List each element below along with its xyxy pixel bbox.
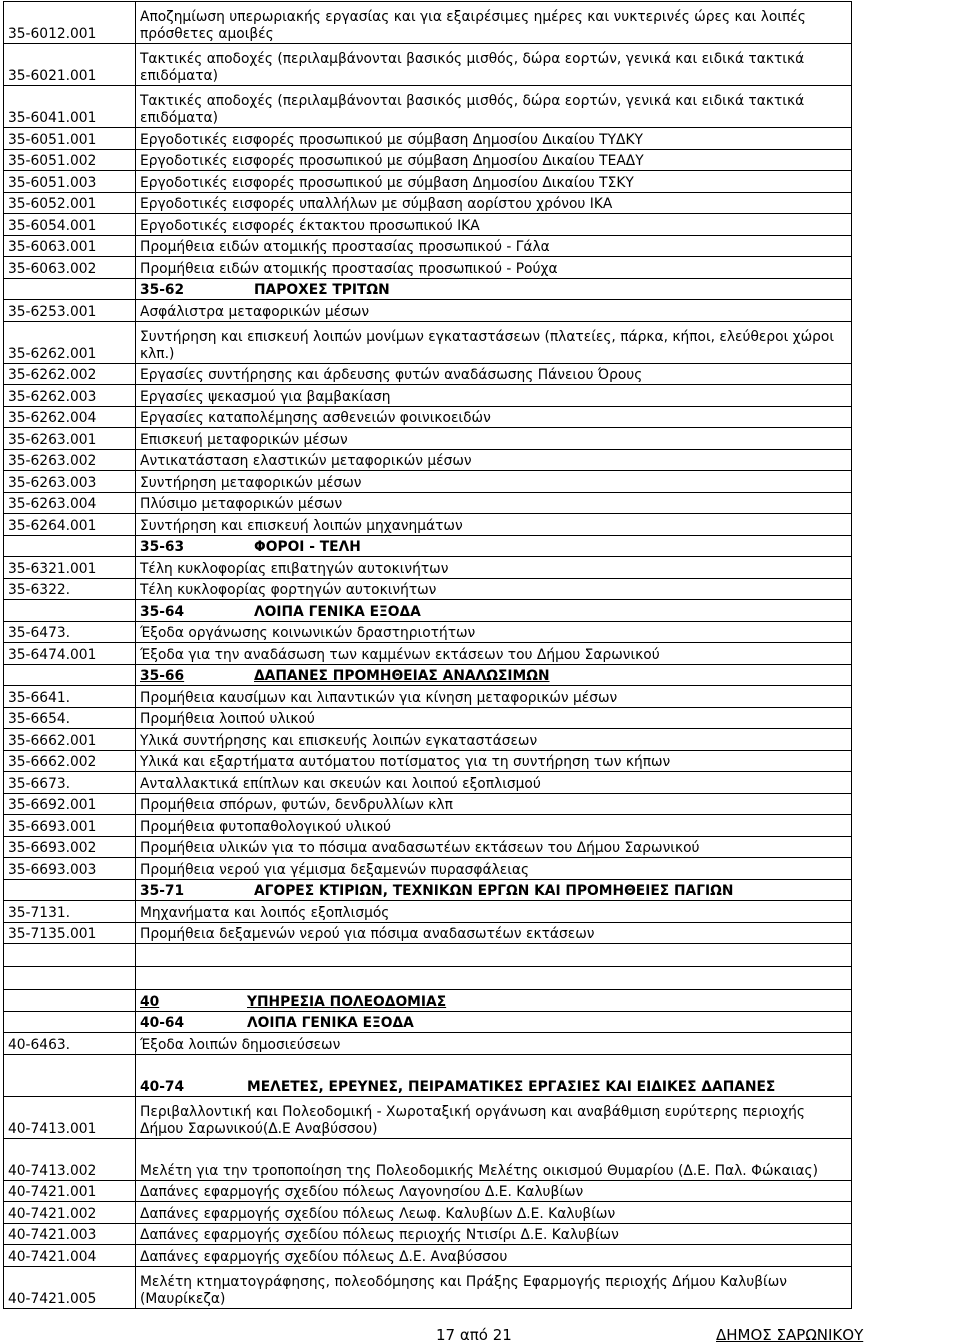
account-description: Συντήρηση και επισκευή λοιπών μηχανημάτων (136, 514, 852, 536)
account-description: Δαπάνες εφαρμογής σχεδίου πόλεως περιοχής Ντισίρι Δ.Ε. Καλυβίων (136, 1223, 852, 1245)
table-row (4, 557, 852, 579)
account-description: Τακτικές αποδοχές (περιλαμβάνονται βασικός μισθός, δώρα εορτών, γενικά και ειδικά τακτικά επιδόματα) (136, 86, 852, 128)
section-title: ΛΟΙΠΑ ΓΕΝΙΚΑ ΕΞΟΔΑ (254, 603, 421, 620)
page-number: 17 από 21 (436, 1326, 512, 1344)
account-description: Μελέτη για την τροποποίηση της Πολεοδομικής Μελέτης οικισμού Θυμαρίου (Δ.Ε. Παλ. Φώκαιας) (136, 1138, 852, 1180)
account-description: Προμήθεια καυσίμων και λιπαντικών για κίνηση μεταφορικών μέσων (136, 686, 852, 708)
section-header (136, 1054, 852, 1096)
table-row (4, 858, 852, 880)
empty-cell (4, 967, 136, 990)
account-code: 40-7421.001 (4, 1180, 136, 1202)
table-row (4, 214, 852, 236)
account-code: 35-6693.002 (4, 836, 136, 858)
section-number: 35-71 (140, 883, 185, 899)
section-title: ΛΟΙΠΑ ΓΕΝΙΚΑ ΕΞΟΔΑ (247, 1015, 414, 1031)
account-description: Εργοδοτικές εισφορές προσωπικού με σύμβαση Δημοσίου Δικαίου ΤΥΔΚΥ (136, 128, 852, 150)
account-code: 35-6473. (4, 621, 136, 643)
table-row (4, 793, 852, 815)
account-description: Προμήθεια φυτοπαθολογικού υλικού (136, 815, 852, 837)
empty-cell (4, 990, 136, 1012)
account-code: 35-6262.004 (4, 406, 136, 428)
account-description: Έξοδα λοιπών δημοσιεύσεων (136, 1033, 852, 1055)
section-header-row (4, 278, 852, 300)
table-row (4, 901, 852, 923)
account-description: Συντήρηση και επισκευή λοιπών μονίμων εγκαταστάσεων (πλατείες, πάρκα, κήποι, ελεύθεροι χώροι κλπ.) (136, 321, 852, 363)
budget-table (3, 1, 852, 1309)
blank-row (4, 967, 852, 990)
table-row (4, 772, 852, 794)
account-description: Εργασίες ψεκασμού για βαμβακίαση (136, 385, 852, 407)
section-header (136, 664, 852, 686)
table-row (4, 321, 852, 363)
account-description: Επισκευή μεταφορικών μέσων (136, 428, 852, 450)
empty-cell (4, 664, 136, 686)
table-row (4, 514, 852, 536)
section-header-row (4, 1011, 852, 1033)
table-row (4, 815, 852, 837)
section-header (136, 600, 852, 622)
account-description: Προμήθεια ειδών ατομικής προστασίας προσωπικού - Ρούχα (136, 257, 852, 279)
section-number: 40 (140, 993, 160, 1010)
account-code: 35-6263.002 (4, 449, 136, 471)
table-row (4, 621, 852, 643)
account-description: Εργοδοτικές εισφορές προσωπικού με σύμβαση Δημοσίου Δικαίου ΤΕΑΔΥ (136, 149, 852, 171)
account-code: 35-6264.001 (4, 514, 136, 536)
account-code: 35-6322. (4, 578, 136, 600)
section-header (136, 278, 852, 300)
account-description: Προμήθεια νερού για γέμισμα δεξαμενών πυρασφάλειας (136, 858, 852, 880)
account-description: Εργοδοτικές εισφορές έκτακτου προσωπικού ΙΚΑ (136, 214, 852, 236)
table-row (4, 643, 852, 665)
account-description: Εργασίες καταπολέμησης ασθενειών φοινικοειδών (136, 406, 852, 428)
empty-cell (4, 879, 136, 901)
section-header (136, 1011, 852, 1033)
account-description: Τέλη κυκλοφορίας επιβατηγών αυτοκινήτων (136, 557, 852, 579)
account-description: Υλικά και εξαρτήματα αυτόματου ποτίσματος για τη συντήρηση των κήπων (136, 750, 852, 772)
account-code: 35-6641. (4, 686, 136, 708)
section-number: 35-64 (140, 603, 185, 620)
account-code: 35-6051.001 (4, 128, 136, 150)
table-row (4, 1245, 852, 1267)
table-row (4, 86, 852, 128)
account-description: Εργοδοτικές εισφορές υπαλλήλων με σύμβαση αορίστου χρόνου ΙΚΑ (136, 192, 852, 214)
account-description: Δαπάνες εφαρμογής σχεδίου πόλεως Λαγονησίου Δ.Ε. Καλυβίων (136, 1180, 852, 1202)
section-header-row (4, 879, 852, 901)
account-description: Δαπάνες εφαρμογής σχεδίου πόλεως Λεωφ. Καλυβίων Δ.Ε. Καλυβίων (136, 1202, 852, 1224)
account-code: 35-6051.003 (4, 171, 136, 193)
table-row (4, 363, 852, 385)
account-description: Δαπάνες εφαρμογής σχεδίου πόλεως Δ.Ε. Αναβύσσου (136, 1245, 852, 1267)
account-description: Εργοδοτικές εισφορές προσωπικού με σύμβαση Δημοσίου Δικαίου ΤΣΚΥ (136, 171, 852, 193)
account-code: 35-6654. (4, 707, 136, 729)
table-row (4, 128, 852, 150)
account-code: 40-6463. (4, 1033, 136, 1055)
table-row (4, 578, 852, 600)
account-description: Τακτικές αποδοχές (περιλαμβάνονται βασικός μισθός, δώρα εορτών, γενικά και ειδικά τακτικά επιδόματα) (136, 44, 852, 86)
section-number: 40-74 (140, 1078, 185, 1095)
account-description: Τέλη κυκλοφορίας φορτηγών αυτοκινήτων (136, 578, 852, 600)
account-description: Ανταλλακτικά επίπλων και σκευών και λοιπού εξοπλισμού (136, 772, 852, 794)
table-row (4, 406, 852, 428)
table-row (4, 449, 852, 471)
budget-table-body (4, 2, 852, 1309)
account-code: 35-6673. (4, 772, 136, 794)
account-code: 40-7421.005 (4, 1266, 136, 1308)
section-title: ΥΠΗΡΕΣΙΑ ΠΟΛΕΟΔΟΜΙΑΣ (247, 993, 447, 1010)
section-title: ΦΟΡΟΙ - ΤΕΛΗ (254, 539, 361, 555)
table-row (4, 729, 852, 751)
account-description: Προμήθεια υλικών για το πόσιμα αναδασωτέων εκτάσεων του Δήμου Σαρωνικού (136, 836, 852, 858)
account-code: 35-6262.003 (4, 385, 136, 407)
account-description: Συντήρηση μεταφορικών μέσων (136, 471, 852, 493)
account-code: 35-6063.002 (4, 257, 136, 279)
empty-cell (4, 1054, 136, 1096)
section-number: 35-66 (140, 668, 185, 684)
account-description: Πλύσιμο μεταφορικών μέσων (136, 492, 852, 514)
section-header-row (4, 1054, 852, 1096)
table-row (4, 750, 852, 772)
empty-cell (136, 967, 852, 990)
section-header (136, 990, 852, 1012)
table-row (4, 471, 852, 493)
table-row (4, 300, 852, 322)
section-header (136, 535, 852, 557)
account-code: 35-6012.001 (4, 2, 136, 44)
account-code: 40-7421.004 (4, 1245, 136, 1267)
section-header-row (4, 600, 852, 622)
account-description: Μελέτη κτηματογράφησης, πολεοδόμησης και Πράξης Εφαρμογής περιοχής Δήμου Καλυβίων (Μαυρίκεζα) (136, 1266, 852, 1308)
empty-cell (4, 278, 136, 300)
table-row (4, 1033, 852, 1055)
table-row (4, 257, 852, 279)
account-code: 35-7131. (4, 901, 136, 923)
account-code: 40-7421.003 (4, 1223, 136, 1245)
section-number: 35-62 (140, 282, 185, 298)
table-row (4, 149, 852, 171)
table-row (4, 686, 852, 708)
account-code: 35-6263.004 (4, 492, 136, 514)
table-row (4, 1180, 852, 1202)
section-number: 40-64 (140, 1015, 185, 1031)
section-title: ΑΓΟΡΕΣ ΚΤΙΡΙΩΝ, ΤΕΧΝΙΚΩΝ ΕΡΓΩΝ ΚΑΙ ΠΡΟΜΗΘΕΙΕΣ ΠΑΓΙΩΝ (254, 883, 734, 899)
account-code: 35-6063.001 (4, 235, 136, 257)
table-row (4, 1096, 852, 1138)
table-row (4, 707, 852, 729)
section-title: ΠΑΡΟΧΕΣ ΤΡΙΤΩΝ (254, 282, 390, 298)
account-description: Αποζημίωση υπερωριακής εργασίας και για εξαιρέσιμες ημέρες και νυκτερινές ώρες και λοιπές πρόσθετες αμοιβές (136, 2, 852, 44)
account-code: 35-6051.002 (4, 149, 136, 171)
table-row (4, 492, 852, 514)
table-row (4, 836, 852, 858)
account-description: Περιβαλλοντική και Πολεοδομική - Χωροταξική οργάνωση και αναβάθμιση ευρύτερης περιοχής Δήμου Σαρωνικού(Δ.Ε Αναβύσσου) (136, 1096, 852, 1138)
account-description: Προμήθεια ειδών ατομικής προστασίας προσωπικού - Γάλα (136, 235, 852, 257)
table-row (4, 1223, 852, 1245)
blank-row (4, 944, 852, 967)
account-code: 35-6693.003 (4, 858, 136, 880)
account-code: 35-6693.001 (4, 815, 136, 837)
table-row (4, 922, 852, 944)
section-header-row (4, 535, 852, 557)
account-description: Έξοδα για την αναδάσωση των καμμένων εκτάσεων του Δήμου Σαρωνικού (136, 643, 852, 665)
section-title: ΜΕΛΕΤΕΣ, ΕΡΕΥΝΕΣ, ΠΕΙΡΑΜΑΤΙΚΕΣ ΕΡΓΑΣΙΕΣ ΚΑΙ ΕΙΔΙΚΕΣ ΔΑΠΑΝΕΣ (247, 1078, 776, 1095)
account-description: Υλικά συντήρησης και επισκευής λοιπών εγκαταστάσεων (136, 729, 852, 751)
table-row (4, 1138, 852, 1180)
empty-cell (4, 1011, 136, 1033)
footer-organization: ΔΗΜΟΣ ΣΑΡΩΝΙΚΟΥ (716, 1326, 864, 1344)
account-code: 35-6321.001 (4, 557, 136, 579)
account-description: Αντικατάσταση ελαστικών μεταφορικών μέσων (136, 449, 852, 471)
account-code: 35-6052.001 (4, 192, 136, 214)
account-description: Εργασίες συντήρησης και άρδευσης φυτών αναδάσωσης Πάνειου Όρους (136, 363, 852, 385)
account-description: Έξοδα οργάνωσης κοινωνικών δραστηριοτήτων (136, 621, 852, 643)
table-row (4, 2, 852, 44)
account-code: 40-7413.002 (4, 1138, 136, 1180)
account-code: 35-7135.001 (4, 922, 136, 944)
empty-cell (4, 944, 136, 967)
account-code: 35-6262.001 (4, 321, 136, 363)
account-code: 35-6041.001 (4, 86, 136, 128)
account-code: 35-6692.001 (4, 793, 136, 815)
table-row (4, 235, 852, 257)
account-code: 35-6662.002 (4, 750, 136, 772)
account-description: Μηχανήματα και λοιπός εξοπλισμός (136, 901, 852, 923)
account-code: 40-7421.002 (4, 1202, 136, 1224)
account-code: 35-6054.001 (4, 214, 136, 236)
section-header-row (4, 664, 852, 686)
table-row (4, 44, 852, 86)
empty-cell (4, 535, 136, 557)
section-header-row (4, 990, 852, 1012)
table-row (4, 192, 852, 214)
account-code: 35-6474.001 (4, 643, 136, 665)
account-code: 35-6262.002 (4, 363, 136, 385)
account-code: 40-7413.001 (4, 1096, 136, 1138)
account-description: Προμήθεια λοιπού υλικού (136, 707, 852, 729)
table-row (4, 385, 852, 407)
empty-cell (136, 944, 852, 967)
account-description: Προμήθεια δεξαμενών νερού για πόσιμα αναδασωτέων εκτάσεων (136, 922, 852, 944)
account-description: Προμήθεια σπόρων, φυτών, δενδρυλλίων κλπ (136, 793, 852, 815)
account-code: 35-6253.001 (4, 300, 136, 322)
section-title: ΔΑΠΑΝΕΣ ΠΡΟΜΗΘΕΙΑΣ ΑΝΑΛΩΣΙΜΩΝ (254, 668, 550, 684)
table-row (4, 1202, 852, 1224)
section-header (136, 879, 852, 901)
account-code: 35-6021.001 (4, 44, 136, 86)
table-row (4, 428, 852, 450)
account-code: 35-6263.001 (4, 428, 136, 450)
empty-cell (4, 600, 136, 622)
account-code: 35-6662.001 (4, 729, 136, 751)
account-description: Ασφάλιστρα μεταφορικών μέσων (136, 300, 852, 322)
table-row (4, 171, 852, 193)
table-row (4, 1266, 852, 1308)
account-code: 35-6263.003 (4, 471, 136, 493)
section-number: 35-63 (140, 539, 185, 555)
